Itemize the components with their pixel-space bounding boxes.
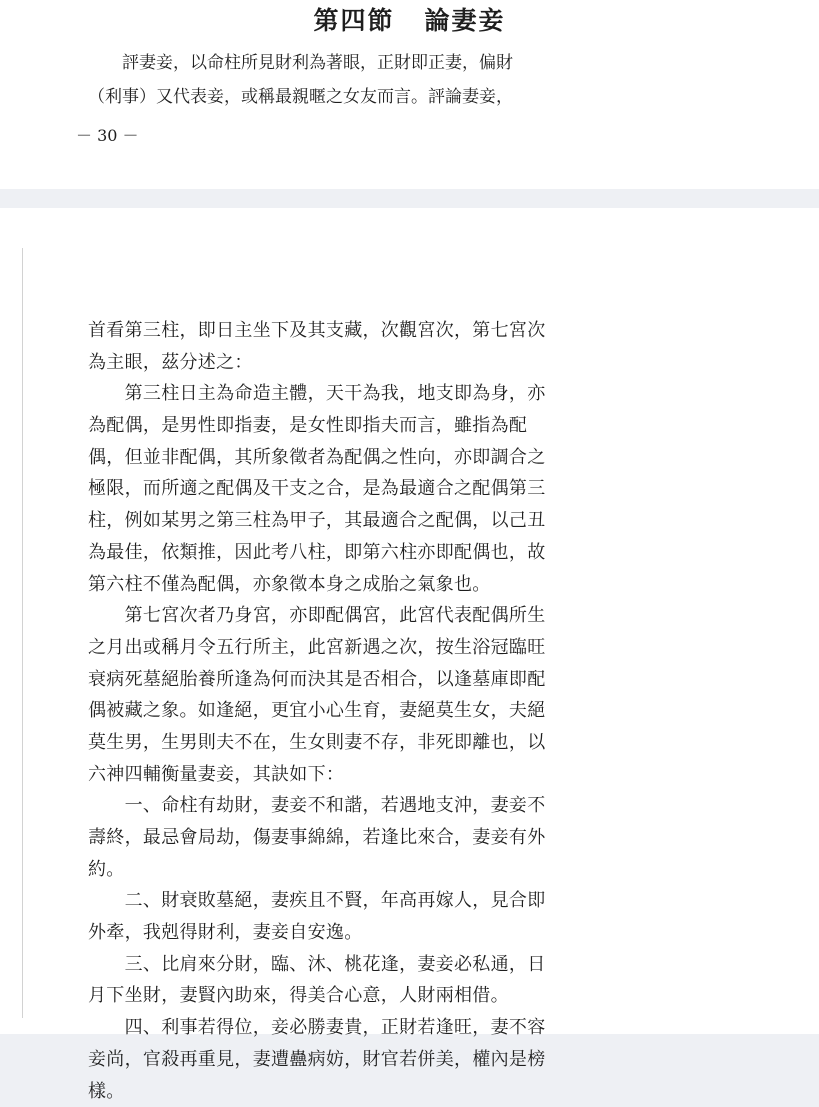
text-line: 月下坐財，妻賢內助來，得美合心意，人財兩相借。 (88, 980, 618, 1012)
page-31 (0, 208, 819, 1034)
text-line: 壽終，最忌會局劫，傷妻事綿綿，若逢比來合，妻妾有外 (88, 822, 618, 854)
text-line: 偶，但並非配偶，其所象徵者為配偶之性向，亦即調合之 (88, 442, 618, 474)
text-line: 約。 (88, 854, 618, 886)
text-line: 樣。 (88, 1076, 618, 1107)
text-line: 柱，例如某男之第三柱為甲子，其最適合之配偶，以己丑 (88, 505, 618, 537)
text-line: 第七宮次者乃身宮，亦即配偶宮，此宮代表配偶所生 (88, 600, 618, 632)
text-line: 為配偶，是男性即指妻，是女性即指夫而言，雖指為配 (88, 410, 618, 442)
text-line: 四、利事若得位，妾必勝妻貴，正財若逢旺，妻不容 (88, 1012, 618, 1044)
scan-margin-line (22, 248, 23, 1018)
text-line: 六神四輔衡量妻妾，其訣如下： (88, 759, 618, 791)
text-line: 外牽，我剋得財利，妻妾自安逸。 (88, 917, 618, 949)
text-line: 之月出或稱月令五行所主，此宮新遇之次，按生浴冠臨旺 (88, 632, 618, 664)
text-line: 首看第三柱，即日主坐下及其支藏，次觀宮次，第七宮次 (88, 315, 618, 347)
text-line: 第六柱不僅為配偶，亦象徵本身之成胎之氣象也。 (88, 569, 618, 601)
text-line: 衰病死墓絕胎養所逢為何而決其是否相合，以逢墓庫即配 (88, 664, 618, 696)
text-line: 二、財衰敗墓絕，妻疾且不賢，年高再嫁人，見合即 (88, 885, 618, 917)
paragraph-line: 評妻妾，以命柱所見財利為著眼，正財即正妻，偏財 (88, 51, 618, 75)
text-line: 莫生男，生男則夫不在，生女則妻不存，非死即離也，以 (88, 727, 618, 759)
text-line: 妾尚，官殺再重見，妻遭蠱病妨，財官若併美，權內是榜 (88, 1044, 618, 1076)
page-number: － 30 － (76, 125, 139, 147)
section-heading: 論妻妾 (425, 6, 506, 35)
section-number: 第四節 (313, 6, 394, 35)
body-text (88, 315, 618, 1107)
text-line: 偶被藏之象。如逢絕，更宜小心生育，妻絕莫生女，夫絕 (88, 695, 618, 727)
text-line: 極限，而所適之配偶及干支之合，是為最適合之配偶第三 (88, 473, 618, 505)
section-title (0, 5, 819, 37)
text-line: 為最佳，依類推，因此考八柱，即第六柱亦即配偶也，故 (88, 537, 618, 569)
page-30 (0, 0, 819, 189)
text-line: 一、命柱有劫財，妻妾不和諧，若遇地支沖，妻妾不 (88, 790, 618, 822)
paragraph-line: （利事）又代表妾，或稱最親暱之女友而言。評論妻妾， (88, 85, 618, 109)
text-line: 三、比肩來分財，臨、沐、桃花逢，妻妾必私通，日 (88, 949, 618, 981)
text-line: 為主眼，茲分述之： (88, 347, 618, 379)
text-line: 第三柱日主為命造主體，天干為我，地支即為身，亦 (88, 378, 618, 410)
